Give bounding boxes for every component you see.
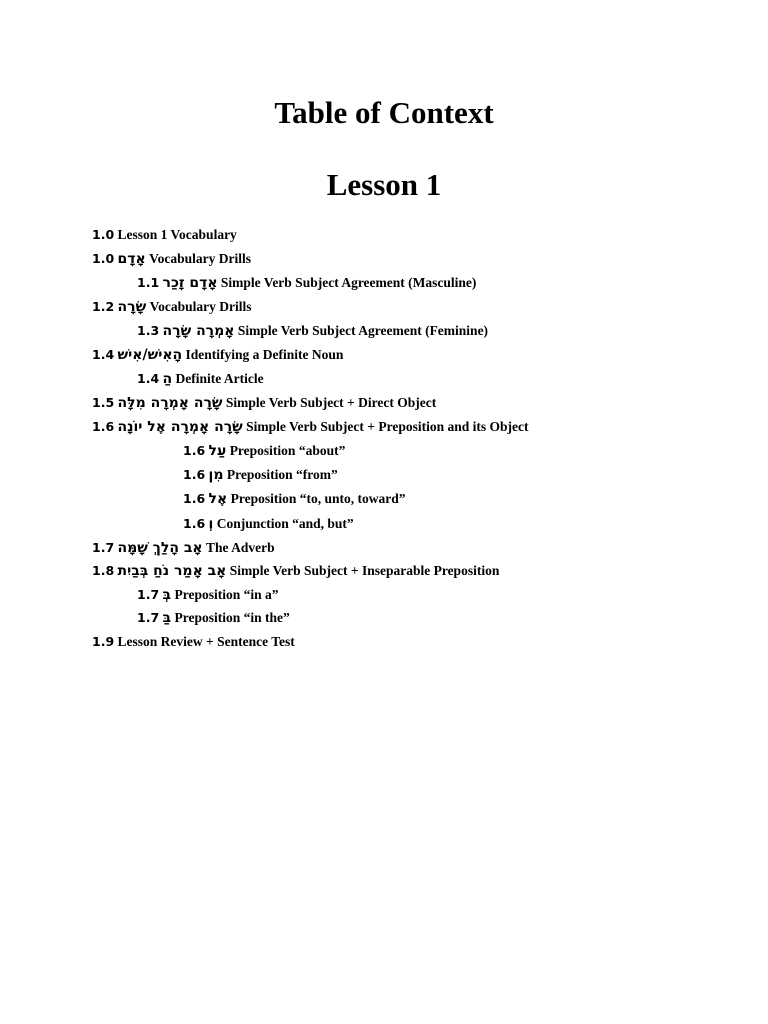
toc-entry: [137, 584, 278, 606]
toc-entry-hebrew: אָדָם: [117, 251, 146, 267]
toc-entry-text: Conjunction “and, but”: [216, 516, 354, 531]
toc-entry-hebrew: בַּ: [162, 610, 172, 626]
toc-entry-hebrew: שָׂרָה: [117, 299, 147, 315]
toc-entry-number: 1.1: [137, 275, 160, 290]
toc-entry-hebrew: מִן: [208, 467, 224, 483]
toc-entry-number: 1.9: [92, 634, 115, 649]
toc-entry-number: 1.7: [137, 610, 160, 625]
toc-entry-number: 1.7: [137, 587, 160, 602]
toc-entry: [92, 560, 499, 582]
toc-entry: [92, 248, 251, 270]
document-title: Table of Context: [274, 95, 494, 130]
toc-entry-hebrew: אָמְרָה שָׂרָה: [162, 323, 235, 339]
toc-entry-text: Preposition “in a”: [174, 587, 279, 602]
toc-entry-text: Vocabulary Drills: [149, 251, 251, 266]
toc-entry: [92, 631, 295, 653]
toc-entry: [92, 344, 343, 366]
toc-entry-number: 1.4: [137, 371, 160, 386]
toc-entry-text: Vocabulary Drills: [149, 299, 252, 314]
toc-entry: [92, 392, 436, 414]
toc-entry-number: 1.0: [92, 251, 115, 266]
toc-entry: [183, 440, 345, 462]
toc-entry-text: Lesson Review + Sentence Test: [117, 634, 295, 649]
toc-entry-text: Simple Verb Subject Agreement (Masculine): [220, 275, 477, 290]
toc-entry-hebrew: אָדָם זָכַר: [162, 275, 218, 291]
toc-entry-hebrew: אָב הָלַךְ שָׁמָּה: [117, 540, 203, 556]
toc-entry: [92, 296, 251, 318]
toc-entry-text: Simple Verb Subject + Preposition and its Object: [246, 419, 529, 434]
toc-entry-text: Preposition “about”: [229, 443, 346, 458]
toc-entry-number: 1.7: [92, 540, 115, 555]
toc-entry-number: 1.2: [92, 299, 115, 314]
toc-entry: [137, 320, 488, 342]
toc-entry-text: Simple Verb Subject + Inseparable Preposition: [229, 563, 500, 578]
toc-entry: [137, 607, 290, 629]
toc-entry-text: Lesson 1 Vocabulary: [117, 227, 237, 242]
toc-entry: [92, 224, 237, 246]
toc-entry-number: 1.6: [183, 467, 206, 482]
toc-entry: [183, 513, 354, 535]
toc-entry-text: Simple Verb Subject + Direct Object: [225, 395, 437, 410]
toc-entry-number: 1.5: [92, 395, 115, 410]
toc-entry-text: Simple Verb Subject Agreement (Feminine): [237, 323, 489, 338]
toc-entry-number: 1.6: [92, 419, 115, 434]
lesson-heading: Lesson 1: [326, 167, 442, 202]
toc-entry: [137, 368, 264, 390]
toc-entry-hebrew: עַל: [208, 443, 227, 459]
toc-entry: [137, 272, 476, 294]
toc-entry-number: 1.3: [137, 323, 160, 338]
toc-entry-number: 1.0: [92, 227, 115, 242]
toc-entry-number: 1.8: [92, 563, 115, 578]
toc-entry-text: Preposition “to, unto, toward”: [230, 491, 406, 506]
toc-entry-text: Preposition “in the”: [174, 610, 290, 625]
toc-entry-text: Preposition “from”: [226, 467, 338, 482]
toc-entry-text: The Adverb: [205, 540, 275, 555]
toc-entry-hebrew: הָאִישׁ/אִישׁ: [117, 347, 183, 363]
toc-entry-hebrew: בְּ: [162, 587, 172, 603]
toc-entry-number: 1.6: [183, 443, 206, 458]
toc-entry: [92, 416, 528, 438]
toc-entry: [92, 537, 275, 559]
toc-entry-hebrew: הַ: [162, 371, 173, 387]
toc-entry-number: 1.4: [92, 347, 115, 362]
toc-entry-text: Definite Article: [175, 371, 264, 386]
toc-entry-hebrew: וְ: [208, 516, 214, 532]
toc-entry-hebrew: שָׂרָה אָמְרָה אֶל יוֹנָה: [117, 419, 243, 435]
toc-entry: [183, 464, 338, 486]
toc-entry-hebrew: שָׂרָה אָמְרָה מִלָּה: [117, 395, 223, 411]
toc-entry-text: Identifying a Definite Noun: [185, 347, 344, 362]
toc-entry: [183, 488, 405, 510]
toc-entry-hebrew: אָב אָמַר נֹחַ בְּבַיִת: [117, 563, 227, 579]
toc-entry-number: 1.6: [183, 516, 206, 531]
toc-entry-hebrew: אֶל: [208, 491, 228, 507]
toc-entry-number: 1.6: [183, 491, 206, 506]
